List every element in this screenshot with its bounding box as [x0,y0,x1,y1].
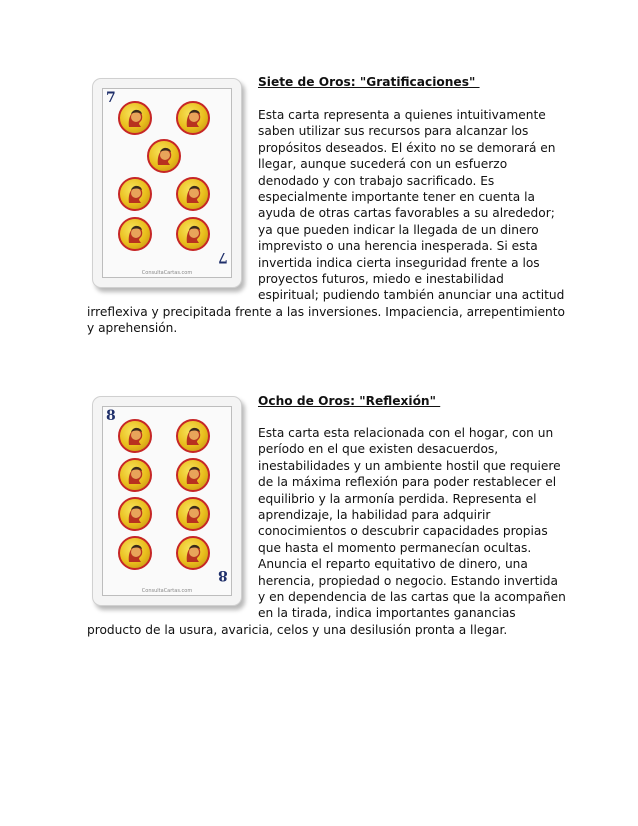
body-line: denodado y con trabajo sacrificado. Es [258,173,495,188]
body-line: producto de la usura, avaricia, celos y una desilusión pronta a llegar. [87,622,508,637]
body-line: Esta carta representa a quienes intuitivamente [258,108,546,122]
body-line: espiritual; pudiendo también anunciar una actitud [258,288,565,303]
section-title-ocho-de-oros: Ocho de Oros: "Reflexión" [258,394,441,408]
coin-icon [118,536,152,570]
body-line: en la tirada, indica importantes ganancias [258,606,516,621]
card-credit: ConsultaCartas.com [141,270,193,276]
card-credit: ConsultaCartas.com [141,588,193,594]
coin-icon [176,536,210,570]
card-number-top: 7 [106,90,116,106]
coin-icon [176,419,210,453]
coin-icon [118,419,152,453]
coin-icon [118,217,152,251]
body-line: inestabilidades y un ambiente hostil que requiere [258,458,561,473]
body-line: llegar, aunque sucederá con un esfuerzo [258,157,508,172]
body-line: y en dependencia de las cartas que la acompañen [258,590,566,604]
body-line: propósitos deseados. El éxito no se demorará en [258,140,556,155]
body-line: Anuncia el reparto equitativo de dinero, una [258,557,528,572]
body-line: irreflexiva y precipitada frente a las inversiones. Impaciencia, arrepentimiento [87,304,565,319]
coin-icon [118,458,152,492]
section-title-siete-de-oros: Siete de Oros: "Gratificaciones" [258,75,480,89]
coin-icon [176,217,210,251]
card-number-bottom: 8 [218,567,228,583]
coin-icon [176,101,210,135]
seven-of-coins-card-image [92,78,242,288]
coin-icon [176,458,210,492]
body-line: aprendizaje, la habilidad para adquirir [258,508,491,522]
coin-icon [118,497,152,531]
body-line: invertida indica cierta inseguridad frente a los [258,255,540,270]
body-line: conocimientos o descubrir capacidades propias [258,524,548,539]
eight-of-coins-card-image [92,396,242,606]
coin-icon [176,177,210,211]
body-line: proyectos futuros, miedo e inestabilidad [258,272,504,286]
body-line: imprevisto o una herencia inesperada. Si esta [258,239,538,254]
body-line: ayuda de otras cartas favorables a su alrededor; [258,206,555,221]
body-line: de la máxima reflexión para poder restablecer el [258,475,557,490]
coin-icon [147,139,181,173]
body-line: herencia, propiedad o negocio. Estando invertida [258,573,558,588]
body-line: equilibrio y la armonía perdida. Representa el [258,491,537,506]
card-number-top: 8 [106,408,116,424]
body-line: especialmente importante tener en cuenta la [258,190,535,204]
coin-icon [118,177,152,211]
body-line: y aprehensión. [87,321,178,336]
body-line: período en el que existen desacuerdos, [258,442,499,457]
coin-icon [176,497,210,531]
body-line: saben utilizar sus recursos para alcanzar los [258,124,529,139]
card-number-bottom: 7 [218,249,228,265]
body-line: Esta carta esta relacionada con el hogar, con un [258,426,554,440]
body-line: que hasta el momento permanecían ocultas. [258,540,532,555]
body-line: ya que pueden indicar la llegada de un dinero [258,222,539,237]
coin-icon [118,101,152,135]
